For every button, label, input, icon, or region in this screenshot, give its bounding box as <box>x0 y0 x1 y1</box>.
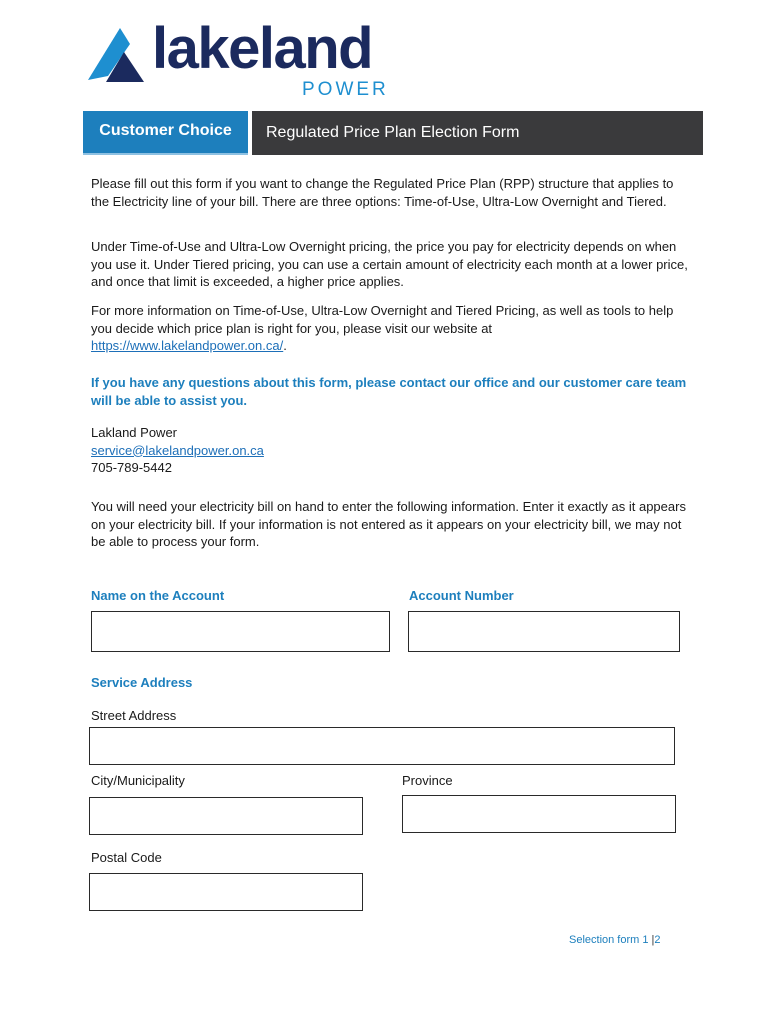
logo-subtitle: POWER <box>302 79 389 100</box>
website-link[interactable]: https://www.lakelandpower.on.ca/ <box>91 338 284 353</box>
intro-paragraph-3-text: For more information on Time-of-Use, Ultra-Low Overnight and Tiered Pricing, as well as tools to help you decide which price plan is right for you, please visit our website at <box>91 303 674 336</box>
account-number-label: Account Number <box>409 588 514 603</box>
service-address-heading: Service Address <box>91 675 193 690</box>
contact-block <box>91 424 691 477</box>
contact-name: Lakland Power <box>91 425 177 440</box>
postal-code-label: Postal Code <box>91 850 162 865</box>
intro-paragraph-3-end: . <box>283 338 287 353</box>
form-banner <box>83 111 703 155</box>
name-on-account-field[interactable] <box>91 611 390 652</box>
account-number-field[interactable] <box>408 611 680 652</box>
intro-paragraph-2: Under Time-of-Use and Ultra-Low Overnight pricing, the price you pay for electricity depends on when you use it. Under Tiered pricing, you can use a certain amount of electricity each month at a lower price, and once that limit is exceeded, a higher price applies. <box>91 239 688 289</box>
postal-code-field[interactable] <box>89 873 363 911</box>
lakeland-power-logo <box>86 16 406 102</box>
questions-note: If you have any questions about this form, please contact our office and our customer care team will be able to assist you. <box>91 375 687 408</box>
intro-paragraph-1: Please fill out this form if you want to change the Regulated Price Plan (RPP) structure that applies to the Electricity line of your bill. There are three options: Time-of-Use, Ultra-Low Overnight and Tiered. <box>91 176 674 209</box>
city-field[interactable] <box>89 797 363 835</box>
footer-text: Selection form 1 <box>569 934 649 946</box>
contact-email-link[interactable]: service@lakelandpower.on.ca <box>91 442 264 458</box>
bill-instructions: You will need your electricity bill on hand to enter the following information. Enter it exactly as it appears on your electricity bill. If your information is not entered as it appears on your electricity bill, we may not be able to process your form. <box>91 499 686 549</box>
banner-category: Customer Choice <box>83 111 248 155</box>
page-footer <box>569 934 661 946</box>
province-label: Province <box>402 773 453 788</box>
footer-page-number: 2 <box>654 934 661 946</box>
banner-form-title: Regulated Price Plan Election Form <box>252 111 703 155</box>
contact-phone: 705-789-5442 <box>91 460 172 475</box>
logo-wordmark: lakeland <box>152 16 373 81</box>
intro-paragraph-3 <box>91 302 691 355</box>
province-field[interactable] <box>402 795 676 833</box>
footer-separator: | <box>651 934 655 946</box>
name-on-account-label: Name on the Account <box>91 588 225 603</box>
street-address-label: Street Address <box>91 708 177 723</box>
sail-logo-icon <box>86 26 156 86</box>
street-address-field[interactable] <box>89 727 675 765</box>
city-label: City/Municipality <box>91 773 185 788</box>
